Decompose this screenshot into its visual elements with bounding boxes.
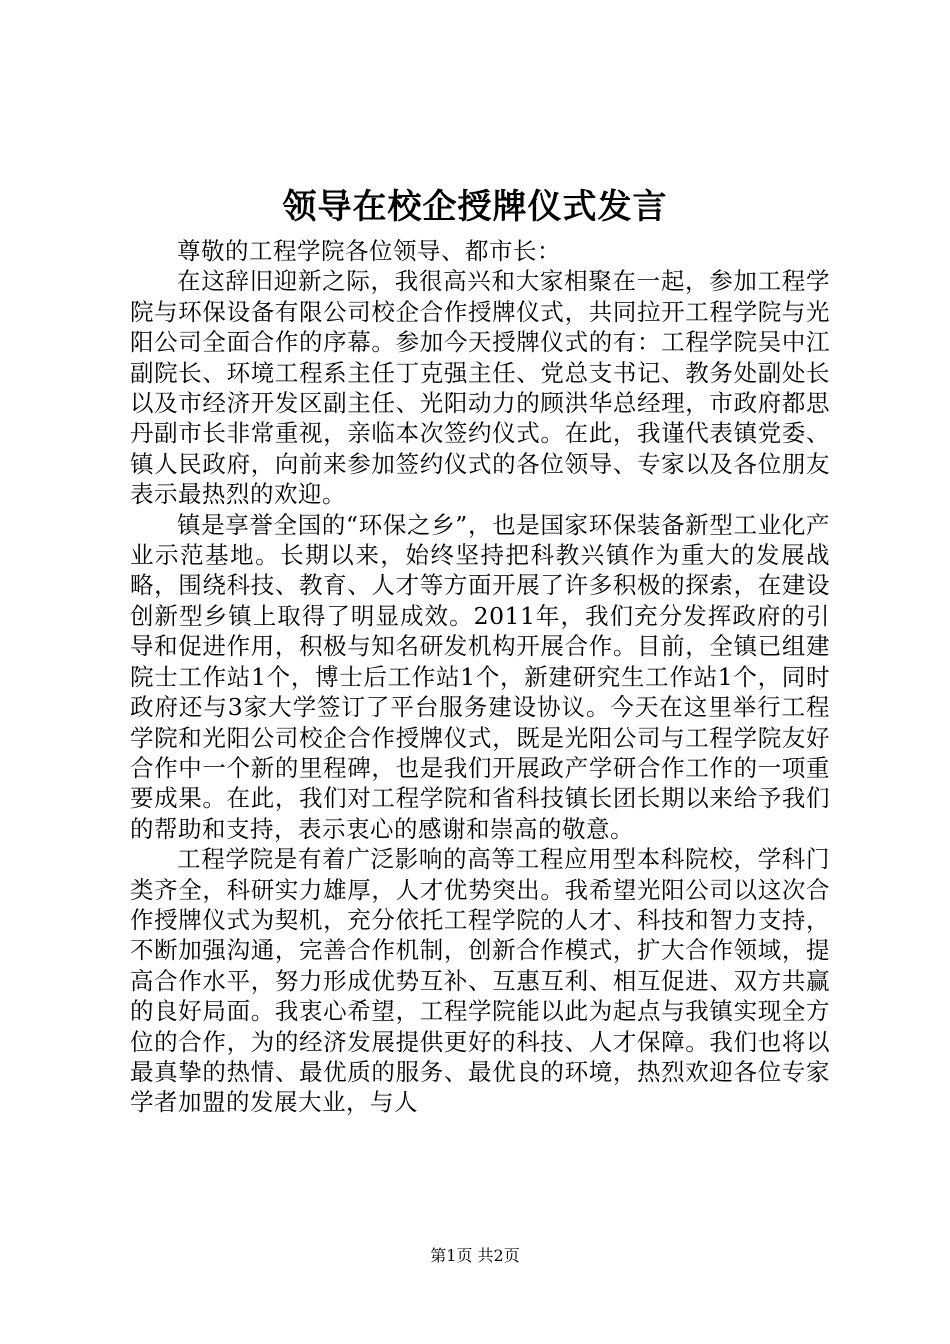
salutation-paragraph: 尊敬的工程学院各位领导、都市长：: [177, 237, 561, 265]
body-paragraph-1: 在这辞旧迎新之际，我很高兴和大家相聚在一起，参加工程学院与环保设备有限公司校企合作授牌仪式，共同拉开工程学院与光阳公司全面合作的序幕。参加今天授牌仪式的有：工程学院吴中江副院长、环境工程系主任丁克强主任、党总支书记、教务处副处长以及市经济开发区副主任、光阳动力的顾洪华总经理，市政府都思丹副市长非常重视，亲临本次签约仪式。在此，我谨代表镇党委、镇人民政府，向前来参加签约仪式的各位领导、专家以及各位朋友表示最热烈的欢迎。: [130, 267, 830, 509]
body-paragraph-3: 工程学院是有着广泛影响的高等工程应用型本科院校，学科门类齐全，科研实力雄厚，人才优势突出。我希望光阳公司以这次合作授牌仪式为契机，充分依托工程学院的人才、科技和智力支持，不断加强沟通，完善合作机制，创新合作模式，扩大合作领域，提高合作水平，努力形成优势互补、互惠互利、相互促进、双方共赢的良好局面。我衷心希望，工程学院能以此为起点与我镇实现全方位的合作，为的经济发展提供更好的科技、人才保障。我们也将以最真挚的热情、最优质的服务、最优良的环境，热烈欢迎各位专家学者加盟的发展大业，与人: [130, 845, 830, 1117]
body-paragraph-2: 镇是享誉全国的“环保之乡”，也是国家环保装备新型工业化产业示范基地。长期以来，始终坚持把科教兴镇作为重大的发展战略，围绕科技、教育、人才等方面开展了许多积极的探索，在建设创新型乡镇上取得了明显成效。2011年，我们充分发挥政府的引导和促进作用，积极与知名研发机构开展合作。目前，全镇已组建院士工作站1个，博士后工作站1个，新建研究生工作站1个，同时政府还与3家大学签订了平台服务建设协议。今天在这里举行工程学院和光阳公司校企合作授牌仪式，既是光阳公司与工程学院友好合作中一个新的里程碑，也是我们开展政产学研合作工作的一项重要成果。在此，我们对工程学院和省科技镇长团长期以来给予我们的帮助和支持，表示衷心的感谢和崇高的敬意。: [130, 510, 830, 843]
document-title: 领导在校企授牌仪式发言: [282, 187, 668, 227]
page-footer: 第1页 共2页: [430, 1246, 520, 1265]
document-body: [130, 236, 830, 1118]
